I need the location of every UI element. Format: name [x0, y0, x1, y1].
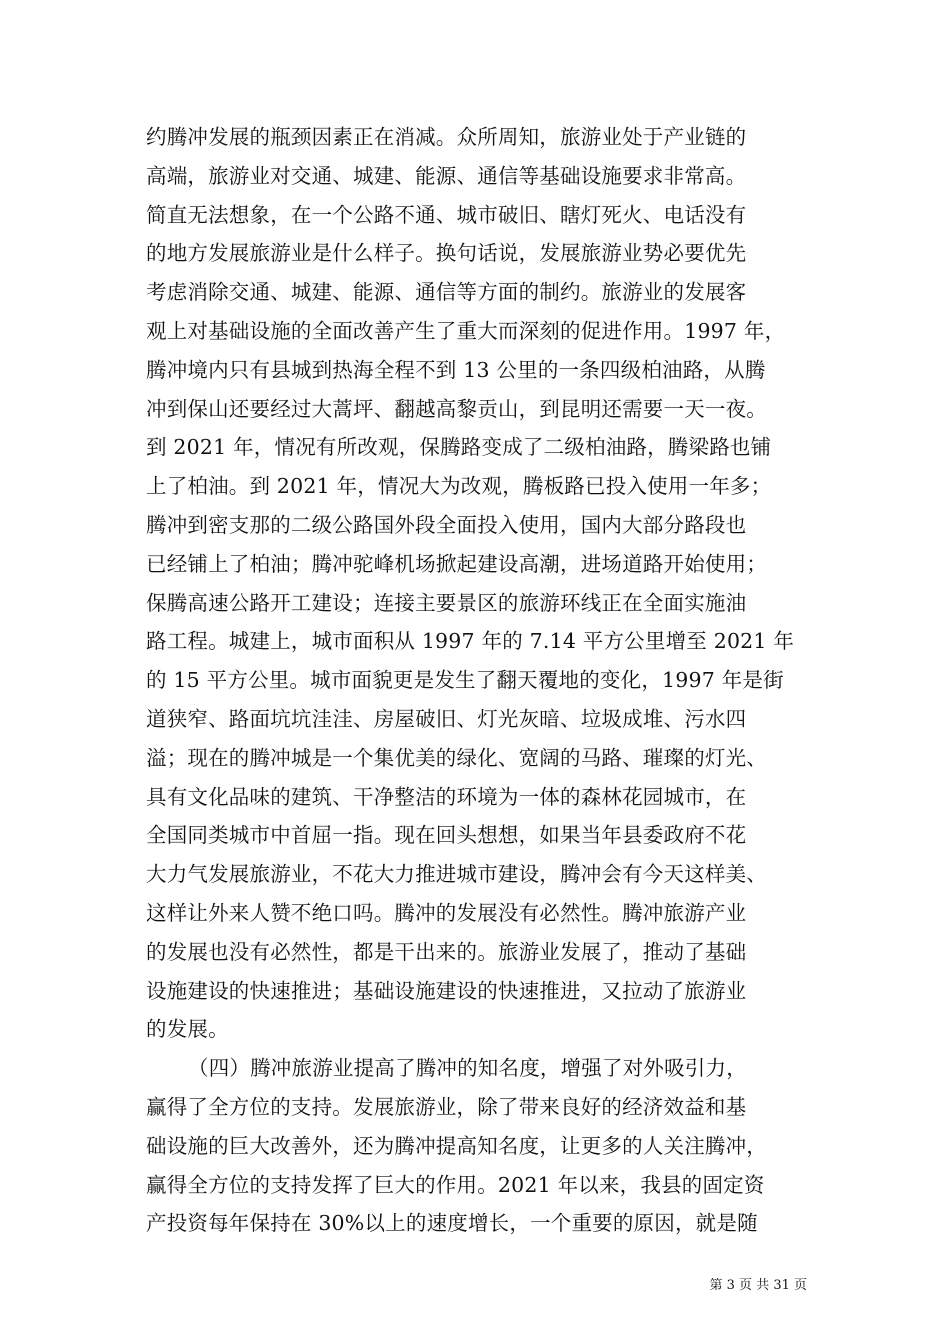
body-text [146, 118, 806, 1243]
paragraph-1 [146, 118, 806, 1049]
text-line: 腾冲到密支那的二级公路国外段全面投入使用，国内大部分路段也 [146, 512, 747, 537]
paragraph-2 [146, 1049, 806, 1243]
text-line: 这样让外来人赞不绝口吗。腾冲的发展没有必然性。腾冲旅游产业 [146, 900, 747, 925]
text-line: 约腾冲发展的瓶颈因素正在消减。众所周知，旅游业处于产业链的 [146, 125, 747, 149]
text-line: 的 15 平方公里。城市面貌更是发生了翻天覆地的变化，1997 年是街 [146, 668, 784, 693]
text-line: （四）腾冲旅游业提高了腾冲的知名度，增强了对外吸引力， [188, 1056, 747, 1081]
text-line: 已经铺上了柏油；腾冲驼峰机场掀起建设高潮，进场道路开始使用； [146, 551, 767, 576]
text-line: 高端，旅游业对交通、城建、能源、通信等基础设施要求非常高。 [146, 163, 747, 188]
text-line: 础设施的巨大改善外，还为腾冲提高知名度，让更多的人关注腾冲， [146, 1133, 767, 1158]
text-line: 保腾高速公路开工建设；连接主要景区的旅游环线正在全面实施油 [146, 590, 747, 615]
text-line: 道狭窄、路面坑坑洼洼、房屋破旧、灯光灰暗、垃圾成堆、污水四 [146, 706, 747, 731]
text-line: 的发展。 [146, 1017, 229, 1042]
text-line: 的发展也没有必然性，都是干出来的。旅游业发展了，推动了基础 [146, 939, 747, 964]
text-line: 产投资每年保持在 30%以上的速度增长，一个重要的原因，就是随 [146, 1211, 758, 1236]
text-line: 路工程。城建上，城市面积从 1997 年的 7.14 平方公里增至 2021 年 [146, 629, 795, 654]
text-line: 大力气发展旅游业，不花大力推进城市建设，腾冲会有今天这样美、 [146, 862, 767, 887]
text-line: 冲到保山还要经过大蒿坪、翻越高黎贡山，到昆明还需要一天一夜。 [146, 396, 767, 421]
text-line: 到 2021 年，情况有所改观，保腾路变成了二级柏油路，腾梁路也铺 [146, 435, 772, 460]
text-line: 溢；现在的腾冲城是一个集优美的绿化、宽阔的马路、璀璨的灯光、 [146, 745, 767, 770]
page-number-footer: 第 3 页 共 31 页 [709, 1278, 807, 1293]
text-line: 设施建设的快速推进；基础设施建设的快速推进，又拉动了旅游业 [146, 978, 747, 1003]
text-line: 赢得了全方位的支持。发展旅游业，除了带来良好的经济效益和基 [146, 1094, 747, 1119]
text-line: 上了柏油。到 2021 年，情况大为改观，腾板路已投入使用一年多； [146, 474, 772, 499]
text-line: 全国同类城市中首屈一指。现在回头想想，如果当年县委政府不花 [146, 823, 747, 848]
text-line: 观上对基础设施的全面改善产生了重大而深刻的促进作用。1997 年， [146, 318, 786, 343]
text-line: 的地方发展旅游业是什么样子。换句话说，发展旅游业势必要优先 [146, 241, 747, 266]
text-line: 腾冲境内只有县城到热海全程不到 13 公里的一条四级柏油路，从腾 [146, 357, 766, 382]
text-line: 具有文化品味的建筑、干净整洁的环境为一体的森林花园城市，在 [146, 784, 747, 809]
text-line: 考虑消除交通、城建、能源、通信等方面的制约。旅游业的发展客 [146, 280, 747, 305]
text-line: 简直无法想象，在一个公路不通、城市破旧、瞎灯死火、电话没有 [146, 202, 747, 227]
text-line: 赢得全方位的支持发挥了巨大的作用。2021 年以来，我县的固定资 [146, 1172, 765, 1197]
